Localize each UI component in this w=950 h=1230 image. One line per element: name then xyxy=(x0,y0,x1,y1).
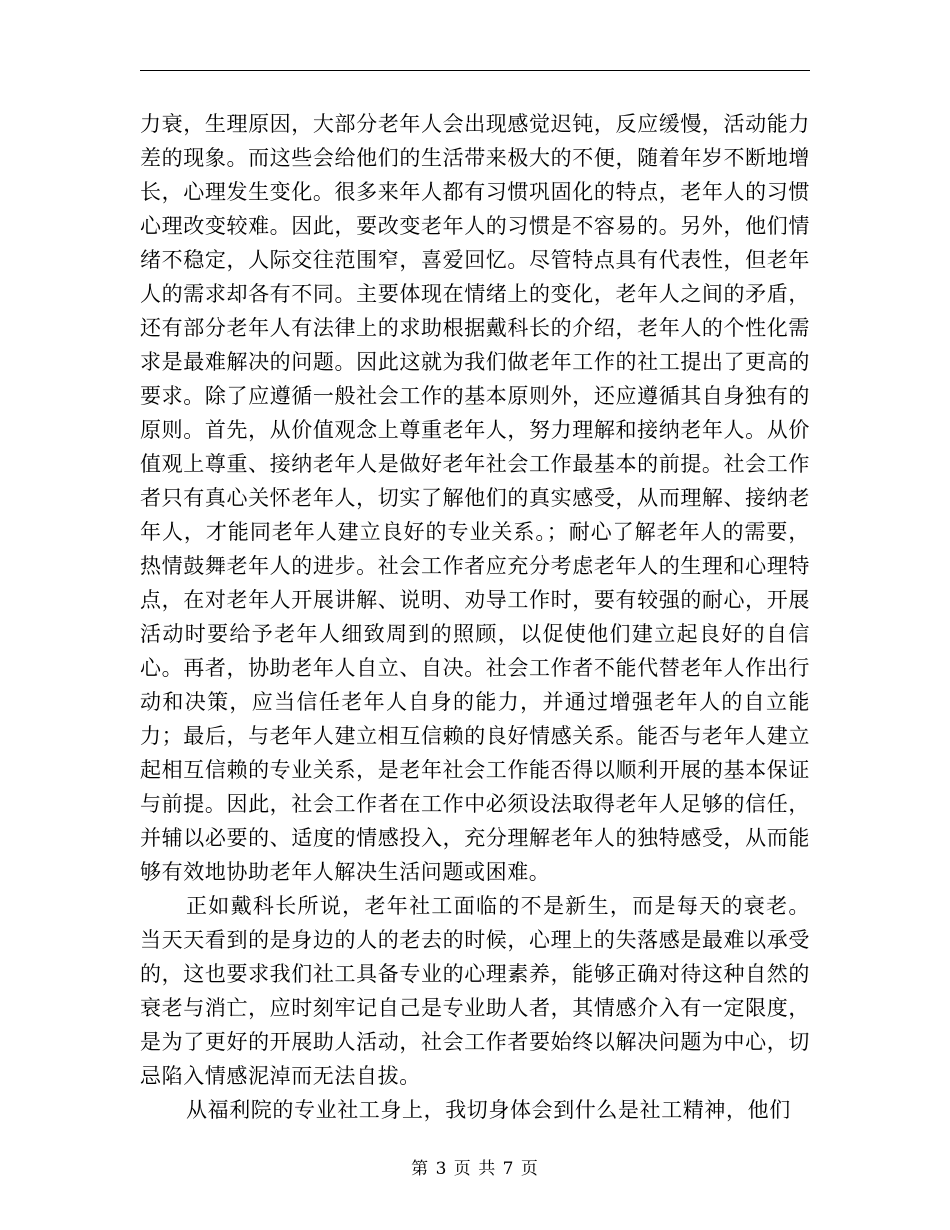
document-body xyxy=(140,107,810,1127)
header-rule xyxy=(140,70,810,71)
page-number-footer: 第 3 页 共 7 页 xyxy=(411,1159,539,1179)
paragraph-1: 力衰，生理原因，大部分老年人会出现感觉迟钝，反应缓慢，活动能力差的现象。而这些会给他们的生活带来极大的不便，随着年岁不断地增长，心理发生变化。很多来年人都有习惯巩固化的特点，老年人的习惯心理改变较难。因此，要改变老年人的习惯是不容易的。另外，他们情绪不稳定，人际交往范围窄，喜爱回忆。尽管特点具有代表性，但老年人的需求却各有不同。主要体现在情绪上的变化，老年人之间的矛盾，还有部分老年人有法律上的求助根据戴科长的介绍，老年人的个性化需求是最难解决的问题。因此这就为我们做老年工作的社工提出了更高的要求。除了应遵循一般社会工作的基本原则外，还应遵循其自身独有的原则。首先，从价值观念上尊重老年人，努力理解和接纳老年人。从价值观上尊重、接纳老年人是做好老年社会工作最基本的前提。社会工作者只有真心关怀老年人，切实了解他们的真实感受，从而理解、接纳老年人，才能同老年人建立良好的专业关系。；耐心了解老年人的需要，热情鼓舞老年人的进步。社会工作者应充分考虑老年人的生理和心理特点，在对老年人开展讲解、说明、劝导工作时，要有较强的耐心，开展活动时要给予老年人细致周到的照顾，以促使他们建立起良好的自信心。再者，协助老年人自立、自决。社会工作者不能代替老年人作出行动和决策，应当信任老年人自身的能力，并通过增强老年人的自立能力；最后，与老年人建立相互信赖的良好情感关系。能否与老年人建立起相互信赖的专业关系，是老年社会工作能否得以顺利开展的基本保证与前提。因此，社会工作者在工作中必须设法取得老年人足够的信任，并辅以必要的、适度的情感投入，充分理解老年人的独特感受，从而能够有效地协助老年人解决生活问题或困难。 xyxy=(140,112,810,884)
paragraph-2: 正如戴科长所说，老年社工面临的不是新生，而是每天的衰老。当天天看到的是身边的人的老去的时候，心理上的失落感是最难以承受的，这也要求我们社工具备专业的心理素养，能够正确对待这种自然的衰老与消亡，应时刻牢记自己是专业助人者，其情感介入有一定限度，是为了更好的开展助人活动，社会工作者要始终以解决问题为中心，切忌陷入情感泥淖而无法自拔。 xyxy=(140,894,810,1088)
paragraph-3: 从福利院的专业社工身上，我切身体会到什么是社工精神，他们 xyxy=(186,1098,791,1122)
